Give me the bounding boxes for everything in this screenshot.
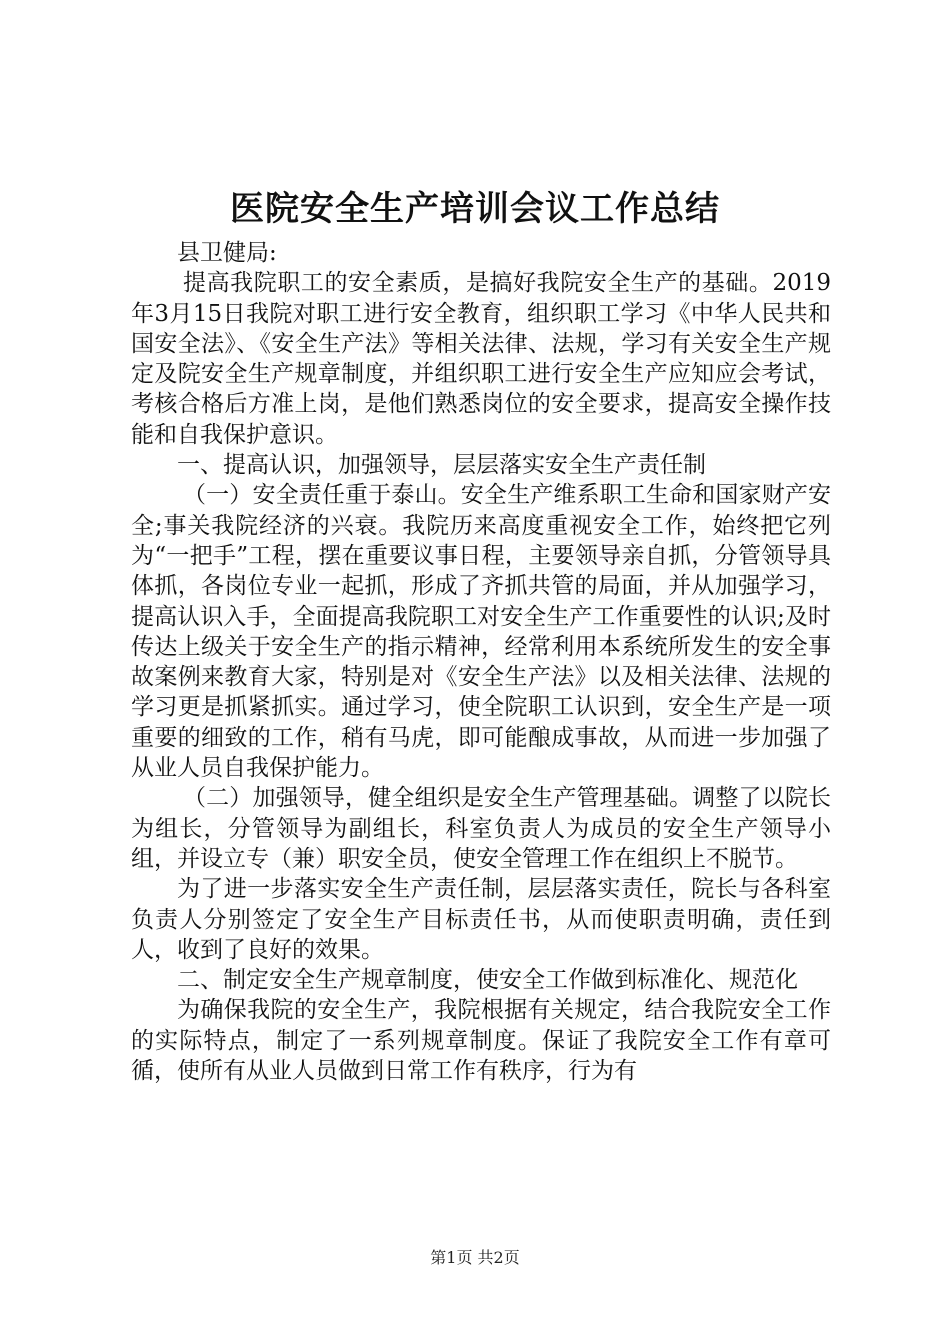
paragraph-intro: 提高我院职工的安全素质，是搞好我院安全生产的基础。2019年3月15日我院对职工进行安全教育，组织职工学习《中华人民共和国安全法》、《安全生产法》等相关法律、法规，学习有关安全生产规定及院安全生产规章制度，并组织职工进行安全生产应知应会考试，考核合格后方准上岗，是他们熟悉岗位的安全要求，提高安全操作技能和自我保护意识。 — [131, 270, 831, 448]
section-heading-2: 二、制定安全生产规章制度，使安全工作做到标准化、规范化 — [177, 967, 798, 994]
paragraph-1-3: 为了进一步落实安全生产责任制，层层落实责任，院长与各科室负责人分别签定了安全生产目标责任书，从而使职责明确，责任到人，收到了良好的效果。 — [131, 876, 831, 963]
paragraph-2-1: 为确保我院的安全生产，我院根据有关规定，结合我院安全工作的实际特点，制定了一系列规章制度。保证了我院安全工作有章可循，使所有从业人员做到日常工作有秩序，行为有 — [131, 997, 831, 1085]
paragraph-1-2: （二）加强领导，健全组织是安全生产管理基础。调整了以院长为组长，分管领导为副组长，科室负责人为成员的安全生产领导小组，并设立专（兼）职安全员，使安全管理工作在组织上不脱节。 — [131, 785, 831, 872]
page-footer: 第1页 共2页 — [430, 1248, 520, 1267]
salutation: 县卫健局: — [177, 240, 277, 266]
document-body — [131, 238, 831, 1086]
paragraph-1-1: （一）安全责任重于泰山。安全生产维系职工生命和国家财产安全;事关我院经济的兴衰。我院历来高度重视安全工作，始终把它列为“一把手”工程，摆在重要议事日程，主要领导亲自抓，分管领导具体抓，各岗位专业一起抓，形成了齐抓共管的局面，并从加强学习，提高认识入手，全面提高我院职工对安全生产工作重要性的认识;及时传达上级关于安全生产的指示精神，经常利用本系统所发生的安全事故案例来教育大家，特别是对《安全生产法》以及相关法律、法规的学习更是抓紧抓实。通过学习，使全院职工认识到，安全生产是一项重要的细致的工作，稍有马虎，即可能酿成事故，从而进一步加强了从业人员自我保护能力。 — [131, 482, 831, 782]
document-title: 医院安全生产培训会议工作总结 — [230, 189, 720, 229]
section-heading-1: 一、提高认识，加强领导，层层落实安全生产责任制 — [177, 452, 706, 479]
